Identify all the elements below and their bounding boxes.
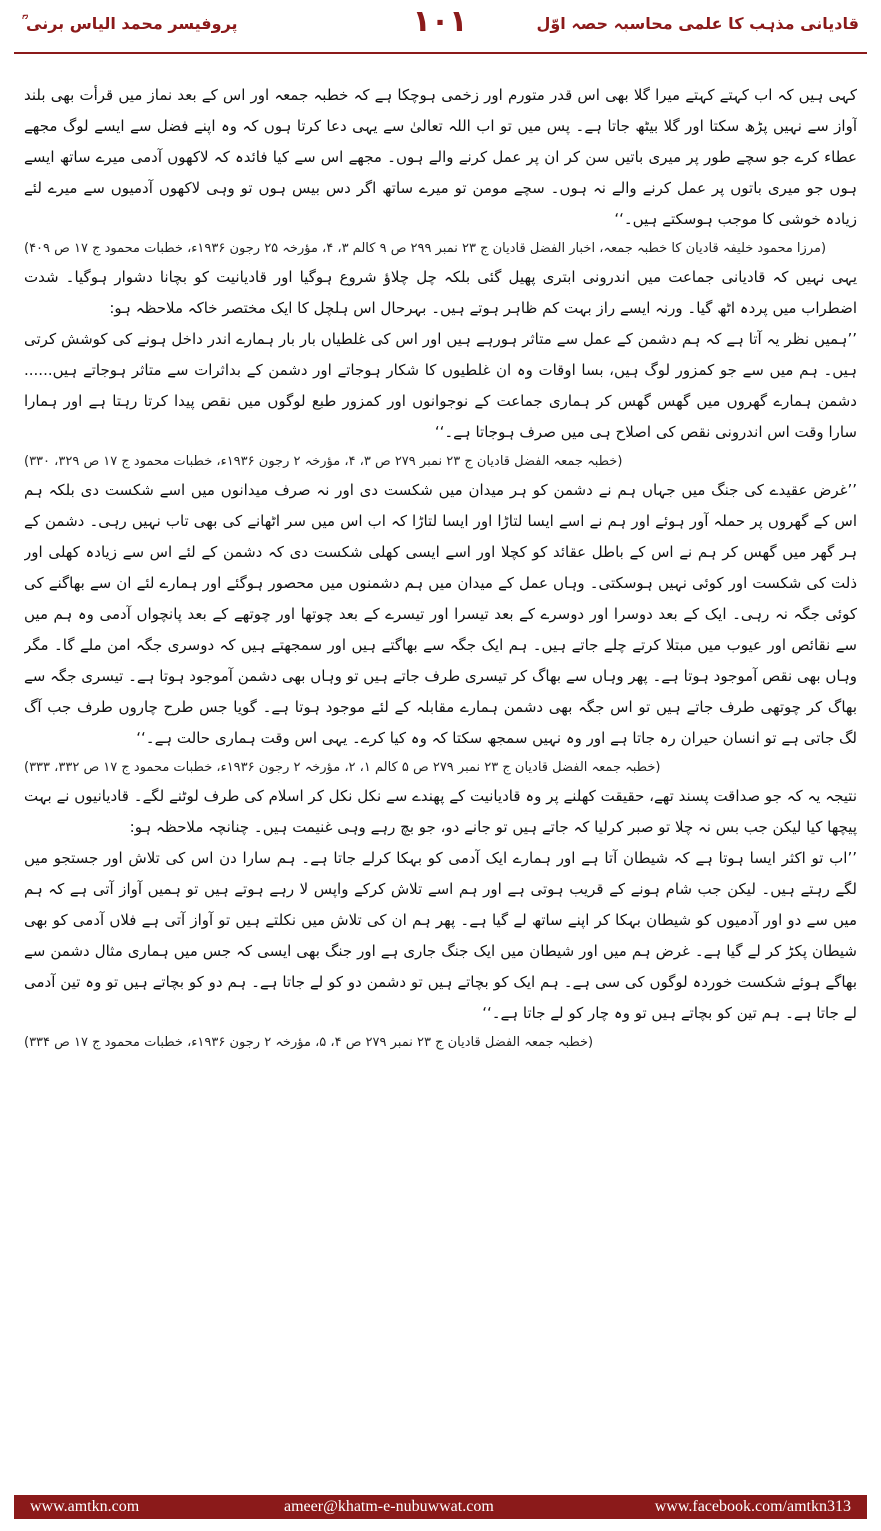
quotation: ’’اب تو اکثر ایسا ہوتا ہے کہ شیطان آتا ہے اور ہمارے ایک آدمی کو بہکا کرلے جاتا ہے۔ ہم سارا دن اس کی تلاش اور جستجو میں لگے رہتے ہیں۔ لیکن جب شام ہونے کے قریب ہوتی ہے اور ہم اسے تلاش کرکے واپس لا رہے ہوتے ہیں تو ہمیں آواز آتی ہے کہ ہم میں سے دو اور آدمیوں کو شیطان بہکا کر اپنے ساتھ لے گیا ہے۔ پھر ہم ان کی تلاش میں نکلتے ہیں تو آواز آتی ہے فلاں آدمی کو بھی شیطان پکڑ کر لے گیا ہے۔ غرض ہم میں اور شیطان میں ایک جنگ جاری ہے اور جنگ بھی ایسی کہ جس میں ہماری مثال دشمن سے بھاگے ہوئے شکست خوردہ لوگوں کی سی ہے۔ ہم ایک کو بچاتے ہیں تو دشمن دو کو لے جاتا ہے۔ ہم دو کو بچاتے ہیں تو وہ تین آدمی لے جاتا ہے۔ ہم تین کو بچاتے ہیں تو وہ چار کو لے جاتا ہے۔‘‘ xyxy=(24,849,857,1022)
page-body xyxy=(24,80,857,1485)
paragraph: کہی ہیں کہ اب کہتے کہتے میرا گلا بھی اس قدر متورم اور زخمی ہوچکا ہے کہ خطبہ جمعہ اور اس کے بعد نماز میں قرأت بھی بلند آواز سے نہیں پڑھ سکتا اور گلا بیٹھ جاتا ہے۔ پس میں تو اب اللہ تعالیٰ سے یہی دعا کرتا ہوں کہ وہ اپنے فضل سے ایسے لوگ مجھے عطاء کرے جو سچے طور پر میری باتیں سن کر ان پر عمل کرنے والے ہوں۔ مجھے اس سے کیا فائدہ کہ لاکھوں آدمی میرے ساتھ ایسے ہوں جو میری باتوں پر عمل کرنے والے نہ ہوں۔ سچے مومن تو میرے ساتھ اگر دس بیس ہوں تو وہی لاکھوں آدمیوں سے میرے لئے زیادہ خوشی کا موجب ہوسکتے ہیں۔‘‘ xyxy=(24,86,857,228)
citation: (خطبہ جمعہ الفضل قادیان ج ۲۳ نمبر ۲۷۹ ص ۵ کالم ۱، ۲، مؤرخہ ۲ رجون ۱۹۳۶ء، خطبات محمود ج ۱۷ ص ۳۳۲، ۳۳۳) xyxy=(24,760,661,775)
email-link[interactable]: ameer@khatm-e-nubuwwat.com xyxy=(284,1498,494,1515)
page-number: ۱۰۱ xyxy=(412,4,468,39)
citation: (مرزا محمود خلیفہ قادیان کا خطبہ جمعہ، اخبار الفضل قادیان ج ۲۳ نمبر ۲۹۹ ص ۹ کالم ۳، ۴، مؤرخہ ۲۵ رجون ۱۹۳۶ء، خطبات محمود ج ۱۷ ص ۴۰۹) xyxy=(24,241,827,256)
paragraph: یہی نہیں کہ قادیانی جماعت میں اندرونی ابتری پھیل گئی بلکہ چل چلاؤ شروع ہوگیا اور قادیانیت کو بچانا دشوار ہوگیا۔ شدت اضطراب میں پردہ اٹھ گیا۔ ورنہ ایسے راز بہت کم ظاہر ہوتے ہیں۔ بہرحال اس ہلچل کا ایک مختصر خاکہ ملاحظہ ہو: xyxy=(24,268,857,317)
website-link[interactable]: www.amtkn.com xyxy=(30,1498,140,1515)
page-footer xyxy=(14,1495,867,1519)
citation: (خطبہ جمعہ الفضل قادیان ج ۲۳ نمبر ۲۷۹ ص ۴، ۵، مؤرخہ ۲ رجون ۱۹۳۶ء، خطبات محمود ج ۱۷ ص ۳۳۴) xyxy=(24,1035,594,1050)
author-name: پروفیسر محمد الیاس برنی ؒ xyxy=(22,14,238,33)
paragraph: نتیجہ یہ کہ جو صداقت پسند تھے، حقیقت کھلنے پر وہ قادیانیت کے پھندے سے نکل نکل کر اسلام کی طرف لوٹنے لگے۔ قادیانیوں نے بہت پیچھا کیا لیکن جب بس نہ چلا تو صبر کرلیا کہ جاتے ہیں تو جانے دو، جو بچ رہے وہی غنیمت ہیں۔ چنانچہ ملاحظہ ہو: xyxy=(24,787,857,836)
page-header xyxy=(0,0,881,58)
quotation: ’’غرض عقیدے کی جنگ میں جہاں ہم نے دشمن کو ہر میدان میں شکست دی اور نہ صرف میدانوں میں اسے شکست دی بلکہ ہم اس کے گھروں پر حملہ آور ہوئے اور ہم نے اسے ایسا لتاڑا اور ایسا لتاڑا کہ اب اس میں سر اٹھانے کی بھی تاب نہیں رہی۔ دشمن کے ہر گھر میں گھس کر ہم نے اس کے باطل عقائد کو کچلا اور اسے ایسی کھلی شکست دی کہ دشمن کے لئے اس سے زیادہ کھلی اور ذلت کی شکست اور کوئی نہیں ہوسکتی۔ وہاں عمل کے میدان میں ہم دشمنوں میں محصور ہوگئے اور ہمارے لئے ان سے بھاگنے کی کوئی جگہ نہ رہی۔ ایک کے بعد دوسرا اور دوسرے کے بعد تیسرا اور تیسرے کے بعد چوتھا اور چوتھے کے بعد پانچواں آدمی وہ ہم میں سے نقائص اور عیوب میں مبتلا کرتے چلے جاتے ہیں۔ ہم ایک جگہ سے بھاگتے ہیں اور سمجھتے ہیں کہ دوسری جگہ امن ملے گا۔ مگر وہاں بھی نقص آموجود ہوتا ہے۔ پھر وہاں سے بھاگ کر تیسری طرف جاتے ہیں تو وہاں بھی دشمن آموجود ہوتا ہے۔ تیسری جگہ سے بھاگ کر چوتھی طرف جاتے ہیں تو اس جگہ بھی دشمن ہمارے مقابلہ کے لئے موجود ہوتا ہے۔ گویا جس طرح چاروں طرف جب آگ لگ جاتی ہے تو انسان حیران رہ جاتا ہے اور وہ نہیں سمجھ سکتا کہ وہ کیا کرے۔ یہی اس وقت ہماری حالت ہے۔‘‘ xyxy=(24,481,857,747)
book-title: قادیانی مذہب کا علمی محاسبہ حصہ اوّل xyxy=(536,14,859,33)
citation: (خطبہ جمعہ الفضل قادیان ج ۲۳ نمبر ۲۷۹ ص ۳، ۴، مؤرخہ ۲ رجون ۱۹۳۶ء، خطبات محمود ج ۱۷ ص ۳۲۹، ۳۳۰) xyxy=(24,454,623,469)
header-divider xyxy=(14,52,867,54)
quotation: ’’ہمیں نظر یہ آتا ہے کہ ہم دشمن کے عمل سے متاثر ہورہے ہیں اور اس کی غلطیاں بار بار ہمارے اندر داخل ہونے کی کوشش کرتی ہیں۔ ہم میں سے جو کمزور لوگ ہیں، بسا اوقات وہ ان غلطیوں کا شکار ہوجاتے اور دشمن کے بداثرات سے متاثر ہوجاتے ہیں...... دشمن ہمارے گھروں میں گھس گھس کر ہماری جماعت کے نوجوانوں اور کمزور طبع لوگوں میں نقص پیدا کرتا رہتا ہے اور ہمارا سارا وقت اس اندرونی نقص کی اصلاح ہی میں صرف ہوجاتا ہے۔‘‘ xyxy=(24,330,857,441)
facebook-link[interactable]: www.facebook.com/amtkn313 xyxy=(654,1498,851,1515)
